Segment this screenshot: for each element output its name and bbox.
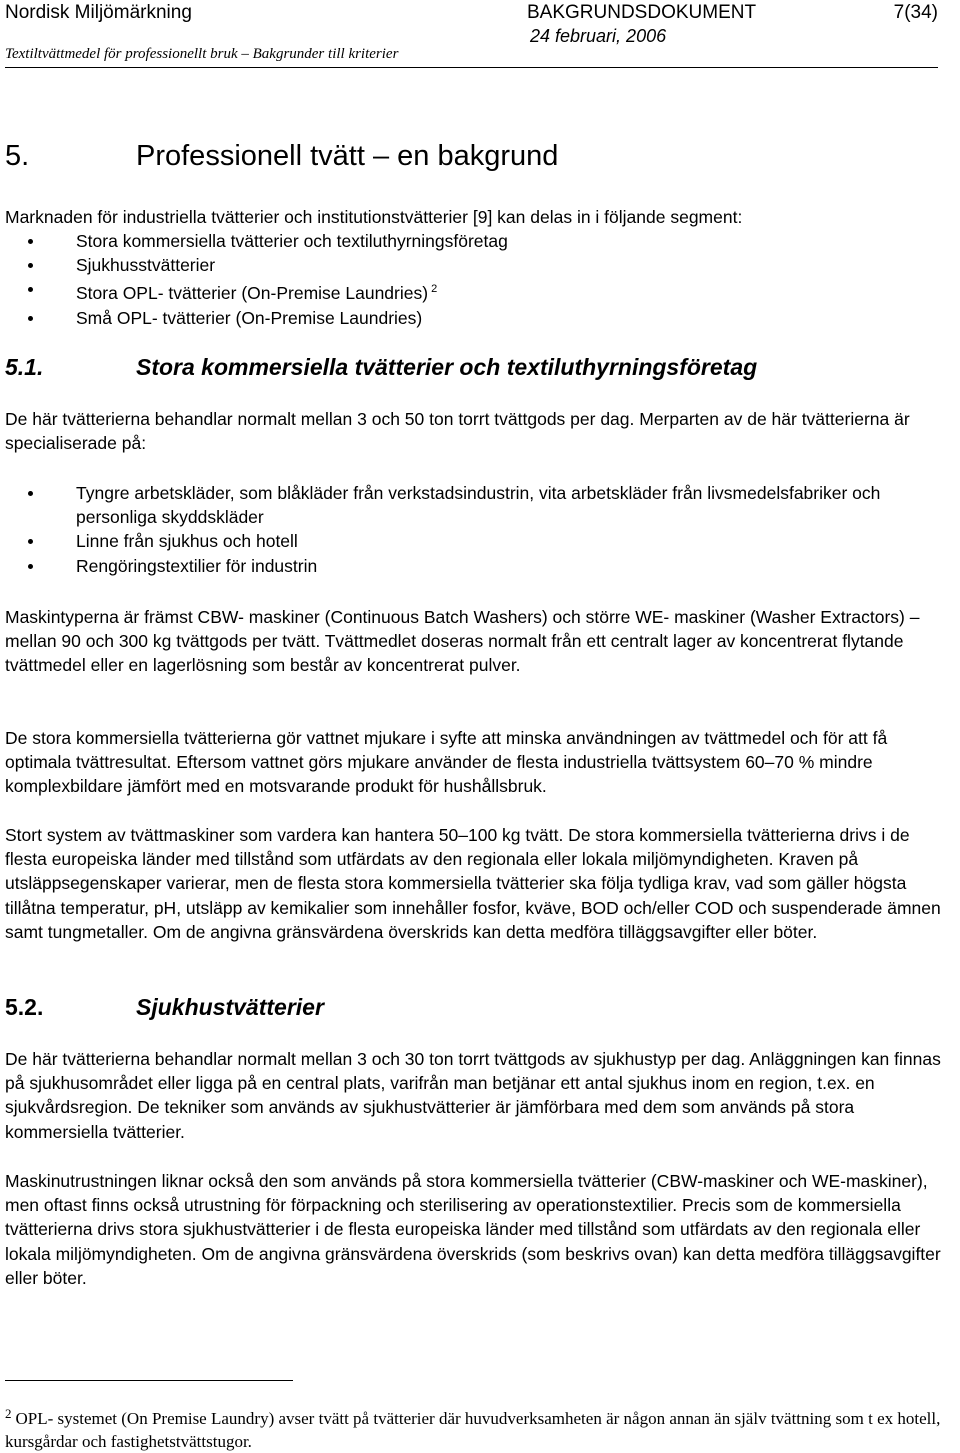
bullet-icon <box>28 316 33 321</box>
bullet-icon <box>28 491 33 496</box>
bullet-icon <box>28 239 33 244</box>
footnote-divider <box>5 1380 293 1381</box>
section-5-1-paragraph-4: Stort system av tvättmaskiner som vardera kan hantera 50–100 kg tvätt. De stora kommersiella tvätterierna drivs i de flesta europeiska länder med tillstånd som utfärdats av den regionala eller lokala miljömyndigheten. Kraven på utsläppsegenskaper varierar, men de flesta stora kommersiella tvätterier ska följa tydliga krav, vad som gäller högsta tillåtna temperatur, pH, utsläpp av kemikalier som innehåller fosfor, kväve, BOD och/eller COD och suspenderade ämnen samt tungmetaller. Om de angivna gränsvärdena överskrids kan detta medföra tilläggsavgifter eller böter. <box>5 825 941 942</box>
section-5-1-heading <box>5 354 757 381</box>
section-number: 5.2. <box>5 994 44 1020</box>
footnote-text: OPL- systemet (On Premise Laundry) avser tvätt på tvätterier där huvudverksamheten är någon annan än själv tvättning som t ex hotell, kursgårdar och fastighetstvättstugor. <box>5 1409 941 1451</box>
section-5-1-paragraph-2: Maskintyperna är främst CBW- maskiner (Continuous Batch Washers) och större WE- maskiner (Washer Extractors) – mellan 90 och 300 kg tvättgods per tvätt. Tvättmedlet doseras normalt från ett centralt lager av koncentrerat flytande tvättmedel eller en lagerlösning som består av koncentrerat pulver. <box>5 607 920 676</box>
section-number: 5. <box>5 140 30 172</box>
section-5-2-paragraph-1: De här tvätterierna behandlar normalt mellan 3 och 30 ton torrt tvättgods av sjukhustyp per dag. Anläggningen kan finnas på sjukhusområdet eller ligga på en central plats, varifrån man betjänar ett antal sjukhus inom en region, t.ex. en sjukvårdsregion. De tekniker som används av sjukhustvätterier är jämförbara med dem som används på stora kommersiella tvätterier. <box>5 1049 941 1142</box>
section-5-2-heading <box>5 994 324 1021</box>
bullet-icon <box>28 263 33 268</box>
section-5-1-paragraph-1: De här tvätterierna behandlar normalt mellan 3 och 50 ton torrt tvättgods per dag. Merparten av de här tvätterierna är specialiserade på: <box>5 409 910 454</box>
bullet-icon <box>28 287 33 292</box>
segment-list <box>0 229 950 330</box>
footnote-number: 2 <box>5 1406 12 1421</box>
bullet-icon <box>28 539 33 544</box>
header-divider <box>5 67 938 68</box>
section-5-1-paragraph-3: De stora kommersiella tvätterierna gör vattnet mjukare i syfte att minska användningen av tvättmedel och för att få optimala tvättresultat. Eftersom vattnet görs mjukare använder de flesta industriella tvättsystem 60–70 % mindre komplexbildare jämfört med en motsvarande produkt för hushållsbruk. <box>5 728 888 797</box>
page-number: 7(34) <box>893 2 938 23</box>
document-date: 24 februari, 2006 <box>530 26 667 46</box>
bullet-icon <box>28 564 33 569</box>
section-title: Sjukhustvätterier <box>136 994 324 1020</box>
section-5-heading <box>5 140 558 173</box>
list-item: Tyngre arbetskläder, som blåkläder från verkstadsindustrin, vita arbetskläder från livsmedelsfabriker och personliga skyddskläder <box>0 481 950 529</box>
section-title: Professionell tvätt – en bakgrund <box>136 140 559 172</box>
list-item: Små OPL- tvätterier (On-Premise Laundries) <box>0 306 950 330</box>
list-item: Rengöringstextilier för industrin <box>0 554 950 578</box>
section-5-2-paragraph-2: Maskinutrustningen liknar också den som används på stora kommersiella tvätterier (CBW-maskiner och WE-maskiner), men oftast finns också utrustning för förpackning och sterilisering av operationstextilier. Precis som de kommersiella tvätterierna drivs stora sjukhustvätterier i de flesta europeiska länder med tillstånd som utfärdats av den regionala eller lokala miljömyndigheten. Om de angivna gränsvärdena överskrids (som beskrivs ovan) kan detta medföra tilläggsavgifter eller böter. <box>5 1171 941 1288</box>
page-header <box>5 0 938 70</box>
section-number: 5.1. <box>5 354 44 380</box>
organization-name: Nordisk Miljömärkning <box>5 2 192 23</box>
document-subtitle: Textiltvättmedel för professionellt bruk – Bakgrunder till kriterier <box>5 46 399 62</box>
footnote <box>5 1402 950 1453</box>
list-item: Linne från sjukhus och hotell <box>0 529 950 553</box>
section-5-intro: Marknaden för industriella tvätterier och institutionstvätterier [9] kan delas in i följande segment: <box>5 207 743 227</box>
list-item: Stora OPL- tvätterier (On-Premise Laundries) $^2$ <box>0 277 950 305</box>
list-item: Sjukhusstvätterier <box>0 253 950 277</box>
document-type: BAKGRUNDSDOKUMENT <box>527 2 757 23</box>
footnote-reference[interactable]: 2 <box>431 283 438 296</box>
section-title: Stora kommersiella tvätterier och textiluthyrningsföretag <box>136 354 758 380</box>
specialization-list <box>0 481 950 578</box>
list-item: Stora kommersiella tvätterier och textiluthyrningsföretag <box>0 229 950 253</box>
